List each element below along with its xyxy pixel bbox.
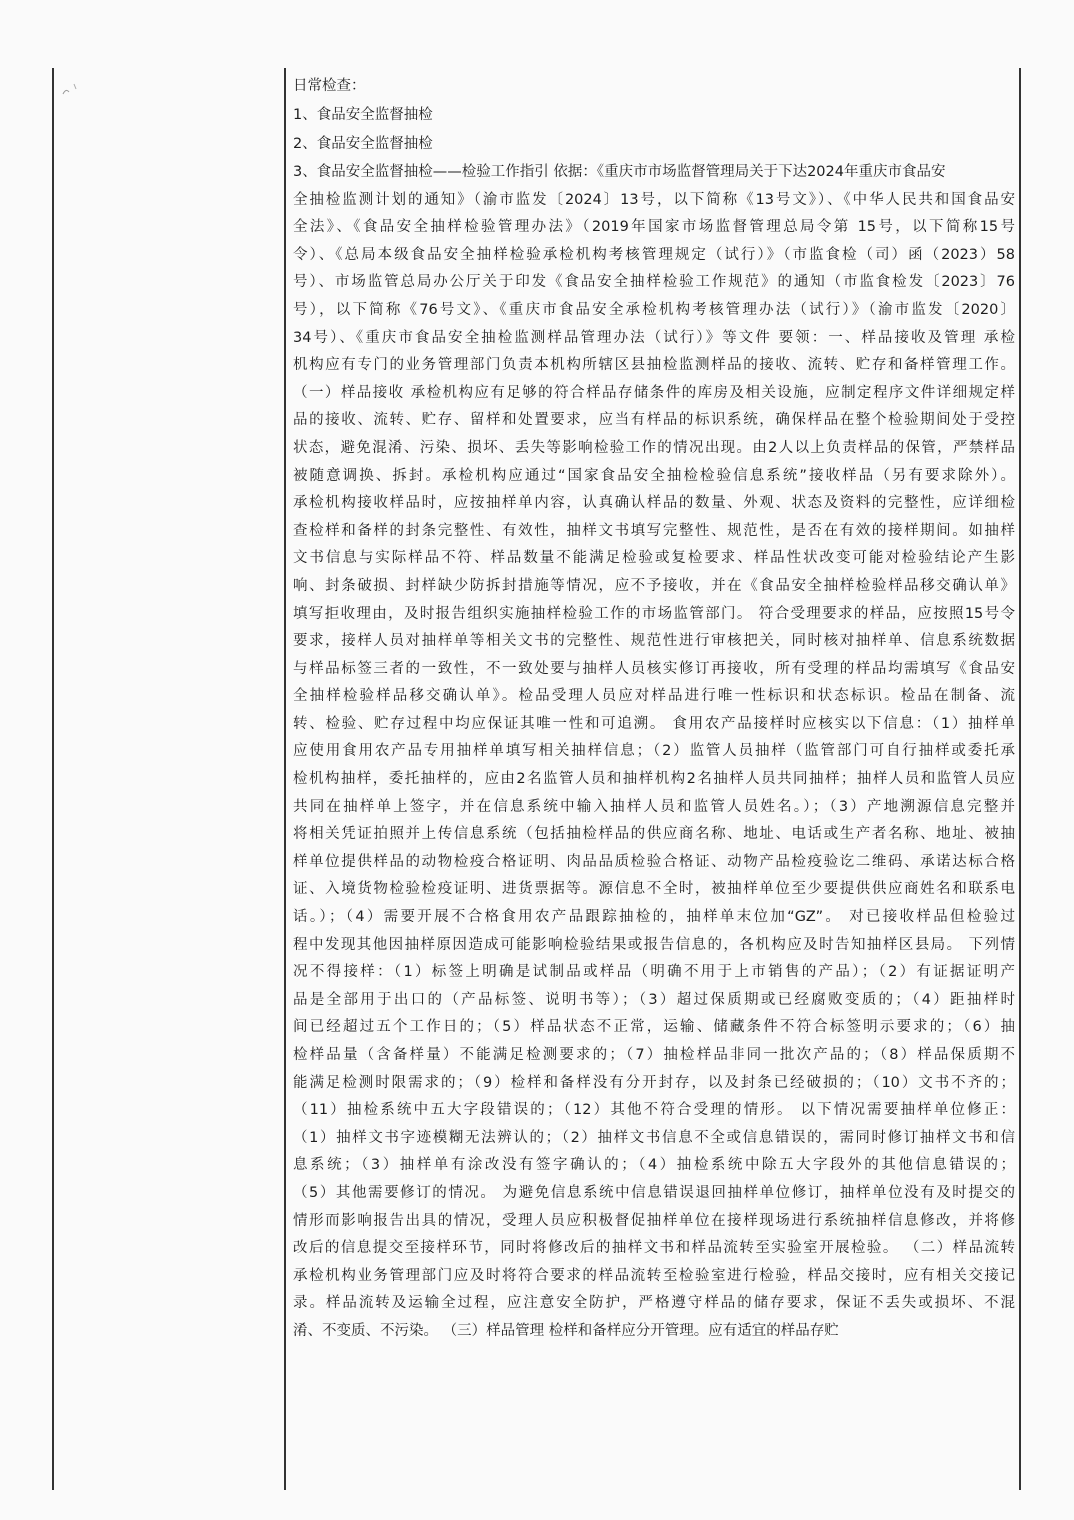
body-line: 证、入境货物检验检疫证明、进货票据等。源信息不全时，被抽样单位至少要提供供应商姓名和联系电: [293, 881, 1015, 898]
body-line: 全抽样检验样品移交确认单》。检品受理人员应对样品进行唯一性标识和状态标识。检品在制备、流: [293, 688, 1015, 705]
section-heading: 日常检查：: [293, 78, 366, 94]
body-line: 应使用食用农产品专用抽样单填写相关抽样信息；（2）监管人员抽样（监管部门可自行抽样或委托承: [293, 743, 1015, 760]
body-line: 转、检验、贮存过程中均应保证其唯一性和可追溯。 食用农产品接样时应核实以下信息：（1）抽样单: [293, 715, 1015, 732]
body-line: 号），以下简称《76号文》、《重庆市食品安全承检机构考核管理办法（试行）》（渝市监发〔2020〕: [293, 301, 1015, 318]
table-border-left-inner: [284, 68, 286, 1490]
body-line: 填写拒收理由，及时报告组织实施抽样检验工作的市场监管部门。 符合受理要求的样品，应按照15号令: [293, 605, 1015, 622]
table-border-right: [1019, 68, 1021, 1490]
body-line: 淆、不变质、不污染。 （三）样品管理 检样和备样应分开管理。应有适宜的样品存贮: [293, 1322, 839, 1339]
body-line: 号）、市场监管总局办公厅关于印发《食品安全抽样检验工作规范》的通知（市监食检发〔2023〕76: [293, 274, 1015, 291]
scan-artifact-mark: [60, 80, 82, 98]
body-line: （一）样品接收 承检机构应有足够的符合样品存储条件的库房及相关设施，应制定程序文件详细规定样: [293, 384, 1015, 401]
body-line: 话。）；（4）需要开展不合格食用农产品跟踪抽检的，抽样单末位加“GZ”。 对已接收样品但检验过: [293, 909, 1015, 926]
body-line: 查检样和备样的封条完整性、有效性，抽样文书填写完整性、规范性，是否在有效的接样期间。如抽样: [293, 522, 1015, 539]
body-line: 34号）、《重庆市食品安全抽检监测样品管理办法（试行）》等文件 要领：一、样品接收及管理 承检: [293, 329, 1015, 346]
body-line: 响、封条破损、封样缺少防拆封措施等情况，应不予接收，并在《食品安全抽样检验样品移交确认单》: [293, 577, 1015, 594]
body-line: 被随意调换、拆封。承检机构应通过“国家食品安全抽检检验信息系统”接收样品（另有要求除外）。: [293, 467, 1015, 484]
table-cell-content: [293, 72, 1015, 1346]
body-line: 要求，接样人员对抽样单等相关文书的完整性、规范性进行审核把关，同时核对抽样单、信息系统数据: [293, 633, 1015, 650]
body-line: 承检机构接收样品时，应按抽样单内容，认真确认样品的数量、外观、状态及资料的完整性，应详细检: [293, 495, 1015, 512]
body-line: 间已经超过五个工作日的；（5）样品状态不正常，运输、储藏条件不符合标签明示要求的；（6）抽: [293, 1019, 1015, 1036]
table-border-left-outer: [52, 68, 54, 1490]
body-line: 将相关凭证拍照并上传信息系统（包括抽检样品的供应商名称、地址、电话或生产者名称、地址、被抽: [293, 826, 1015, 843]
body-line: 样单位提供样品的动物检疫合格证明、肉品品质检验合格证、动物产品检疫验讫二维码、承诺达标合格: [293, 853, 1015, 870]
body-line: 令）、《总局本级食品安全抽样检验承检机构考核管理规定（试行）》（市监食检（司）函（2023）58: [293, 246, 1015, 263]
body-line: 全法》、《食品安全抽样检验管理办法》（2019年国家市场监督管理总局令第 15号，以下简称15号: [293, 219, 1015, 236]
body-line: 文书信息与实际样品不符、样品数量不能满足检验或复检要求、样品性状改变可能对检验结论产生影: [293, 550, 1015, 567]
body-line: 程中发现其他因抽样原因造成可能影响检验结果或报告信息的，各机构应及时告知抽样区县局。 下列情: [293, 936, 1015, 953]
body-line: 况不得接样：（1）标签上明确是试制品或样品（明确不用于上市销售的产品）；（2）有证据证明产: [293, 964, 1015, 981]
body-line: （5）其他需要修订的情况。 为避免信息系统中信息错误退回抽样单位修订，抽样单位没有及时提交的: [293, 1184, 1015, 1201]
body-line: （1）抽样文书字迹模糊无法辨认的；（2）抽样文书信息不全或信息错误的，需同时修订抽样文书和信: [293, 1129, 1015, 1146]
body-line: 改后的信息提交至接样环节，同时将修改后的抽样文书和样品流转至实验室开展检验。 （二）样品流转: [293, 1240, 1015, 1257]
body-line: 3、食品安全监督抽检——检验工作指引 依据：《重庆市市场监督管理局关于下达2024年重庆市食品安: [293, 164, 946, 180]
body-line: 机构应有专门的业务管理部门负责本机构所辖区县抽检监测样品的接收、流转、贮存和备样管理工作。: [293, 357, 1015, 374]
body-line: 承检机构业务管理部门应及时将符合要求的样品流转至检验室进行检验，样品交接时，应有相关交接记: [293, 1267, 1015, 1284]
body-line: 能满足检测时限需求的；（9）检样和备样没有分开封存，以及封条已经破损的；（10）文书不齐的；: [293, 1074, 1015, 1091]
body-line: 共同在抽样单上签字，并在信息系统中输入抽样人员和监管人员姓名。）；（3）产地溯源信息完整并: [293, 798, 1015, 815]
body-line: 状态，避免混淆、污染、损坏、丢失等影响检验工作的情况出现。由2人以上负责样品的保管，严禁样品: [293, 439, 1015, 456]
body-line: 检样品量（含备样量）不能满足检测要求的；（7）抽检样品非同一批次产品的；（8）样品保质期不: [293, 1047, 1015, 1063]
body-line: 情形而影响报告出具的情况，受理人员应积极督促抽样单位在接样现场进行系统抽样信息修改，并将修: [293, 1212, 1015, 1229]
body-line: 品的接收、流转、贮存、留样和处置要求，应当有样品的标识系统，确保样品在整个检验期间处于受控: [293, 412, 1015, 429]
body-line: （11）抽检系统中五大字段错误的；（12）其他不符合受理的情形。 以下情况需要抽样单位修正：: [293, 1102, 1015, 1119]
body-line: 品是全部用于出口的（产品标签、说明书等）；（3）超过保质期或已经腐败变质的；（4）距抽样时: [293, 991, 1015, 1008]
body-line: 息系统；（3）抽样单有涂改没有签字确认的；（4）抽检系统中除五大字段外的其他信息错误的；: [293, 1157, 1015, 1174]
body-line: 全抽检监测计划的通知》（渝市监发〔2024〕13号，以下简称《13号文》）、《中华人民共和国食品安: [293, 191, 1015, 208]
body-line: 录。样品流转及运输全过程，应注意安全防护，严格遵守样品的储存要求，保证不丢失或损坏、不混: [293, 1295, 1015, 1312]
list-item: 1、食品安全监督抽检: [293, 107, 433, 123]
body-line: 检机构抽样，委托抽样的，应由2名监管人员和抽样机构2名抽样人员共同抽样；抽样人员和监管人员应: [293, 771, 1015, 788]
body-line: 与样品标签三者的一致性，不一致处要与抽样人员核实修订再接收，所有受理的样品均需填写《食品安: [293, 660, 1015, 677]
list-item: 2、食品安全监督抽检: [293, 136, 433, 152]
body-paragraph: [293, 159, 1015, 1346]
